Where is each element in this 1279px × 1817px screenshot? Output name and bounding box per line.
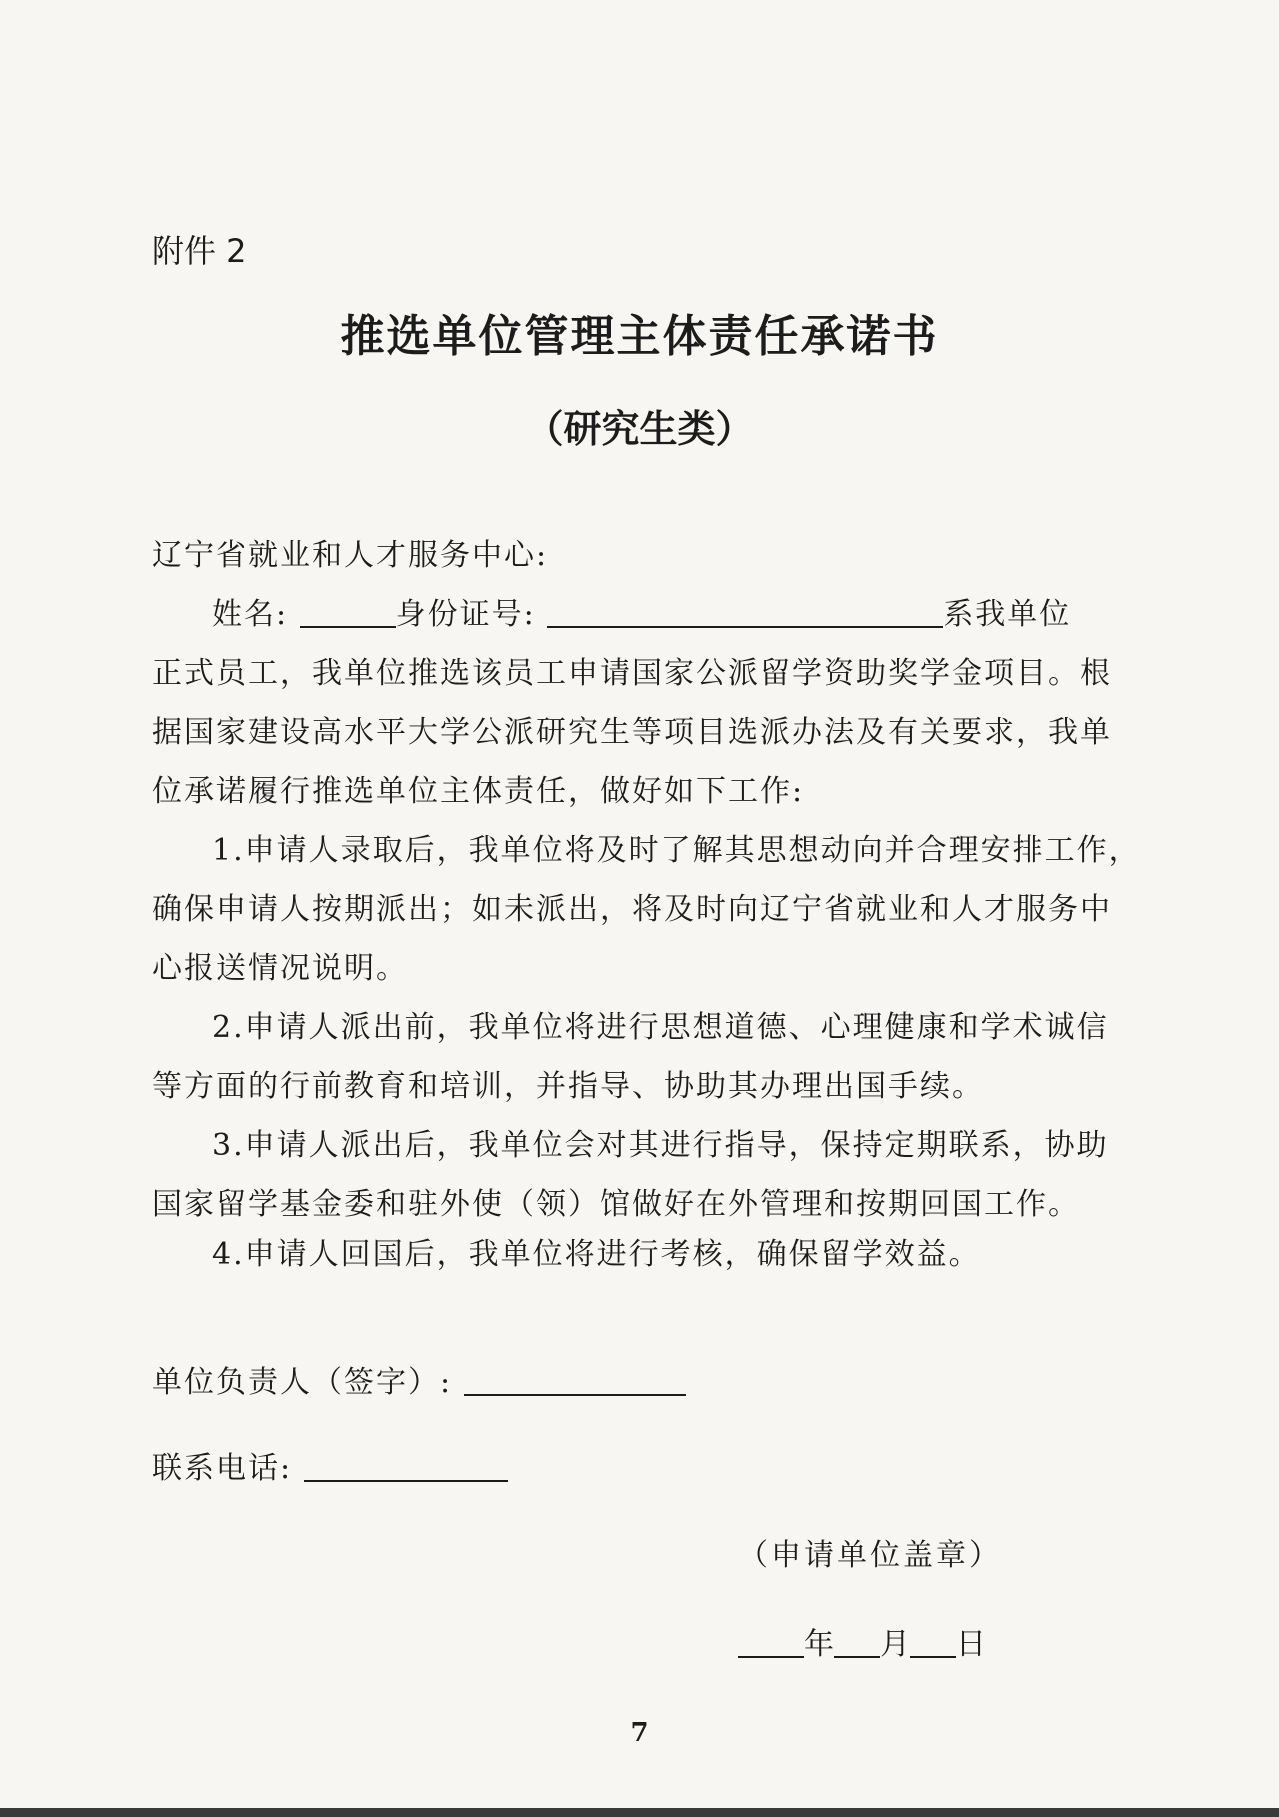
item-2-line: 2.申请人派出前，我单位将进行思想道德、心理健康和学术诚信 bbox=[212, 1010, 1109, 1045]
name-label: 姓名: bbox=[212, 597, 289, 632]
day-label: 日 bbox=[956, 1627, 986, 1662]
name-blank bbox=[300, 596, 396, 628]
item-3-line: 国家留学基金委和驻外使（领）馆做好在外管理和按期回国工作。 bbox=[152, 1187, 1080, 1222]
paragraph-line: 据国家建设高水平大学公派研究生等项目选派办法及有关要求，我单 bbox=[152, 715, 1112, 750]
id-number-blank bbox=[547, 596, 943, 628]
month-blank bbox=[834, 1626, 880, 1658]
day-blank bbox=[910, 1626, 956, 1658]
signature-blank bbox=[464, 1364, 686, 1396]
item-4-line: 4.申请人回国后，我单位将进行考核，确保留学效益。 bbox=[212, 1237, 981, 1272]
year-blank bbox=[738, 1626, 804, 1658]
item-3-line: 3.申请人派出后，我单位会对其进行指导，保持定期联系，协助 bbox=[212, 1128, 1109, 1163]
phone-line bbox=[152, 1443, 508, 1487]
id-label: 身份证号: bbox=[395, 597, 536, 632]
form-line bbox=[212, 589, 1071, 633]
year-label: 年 bbox=[804, 1627, 834, 1662]
phone-blank bbox=[304, 1450, 508, 1482]
paragraph-line: 正式员工，我单位推选该员工申请国家公派留学资助奖学金项目。根 bbox=[152, 656, 1112, 691]
item-1-line: 心报送情况说明。 bbox=[152, 951, 408, 986]
item-1-line: 确保申请人按期派出；如未派出，将及时向辽宁省就业和人才服务中 bbox=[152, 892, 1112, 927]
addressee: 辽宁省就业和人才服务中心: bbox=[152, 538, 549, 573]
paragraph-line: 位承诺履行推选单位主体责任，做好如下工作: bbox=[152, 774, 805, 809]
item-1-line: 1.申请人录取后，我单位将及时了解其思想动向并合理安排工作， bbox=[212, 833, 1141, 868]
phone-label: 联系电话: bbox=[152, 1451, 293, 1486]
scan-edge-divider bbox=[0, 1808, 1279, 1817]
page-number: 7 bbox=[630, 1718, 649, 1748]
employee-tail: 系我单位 bbox=[943, 597, 1072, 632]
signature-label: 单位负责人（签字）: bbox=[152, 1365, 453, 1400]
seal-note: （申请单位盖章） bbox=[738, 1538, 1002, 1573]
item-2-line: 等方面的行前教育和培训，并指导、协助其办理出国手续。 bbox=[152, 1069, 984, 1104]
attachment-label: 附件 2 bbox=[152, 232, 247, 270]
signature-line bbox=[152, 1357, 686, 1401]
document-title: 推选单位管理主体责任承诺书 bbox=[340, 311, 939, 362]
month-label: 月 bbox=[880, 1627, 910, 1662]
document-subtitle: （研究生类） bbox=[525, 407, 754, 451]
date-line bbox=[738, 1619, 986, 1663]
